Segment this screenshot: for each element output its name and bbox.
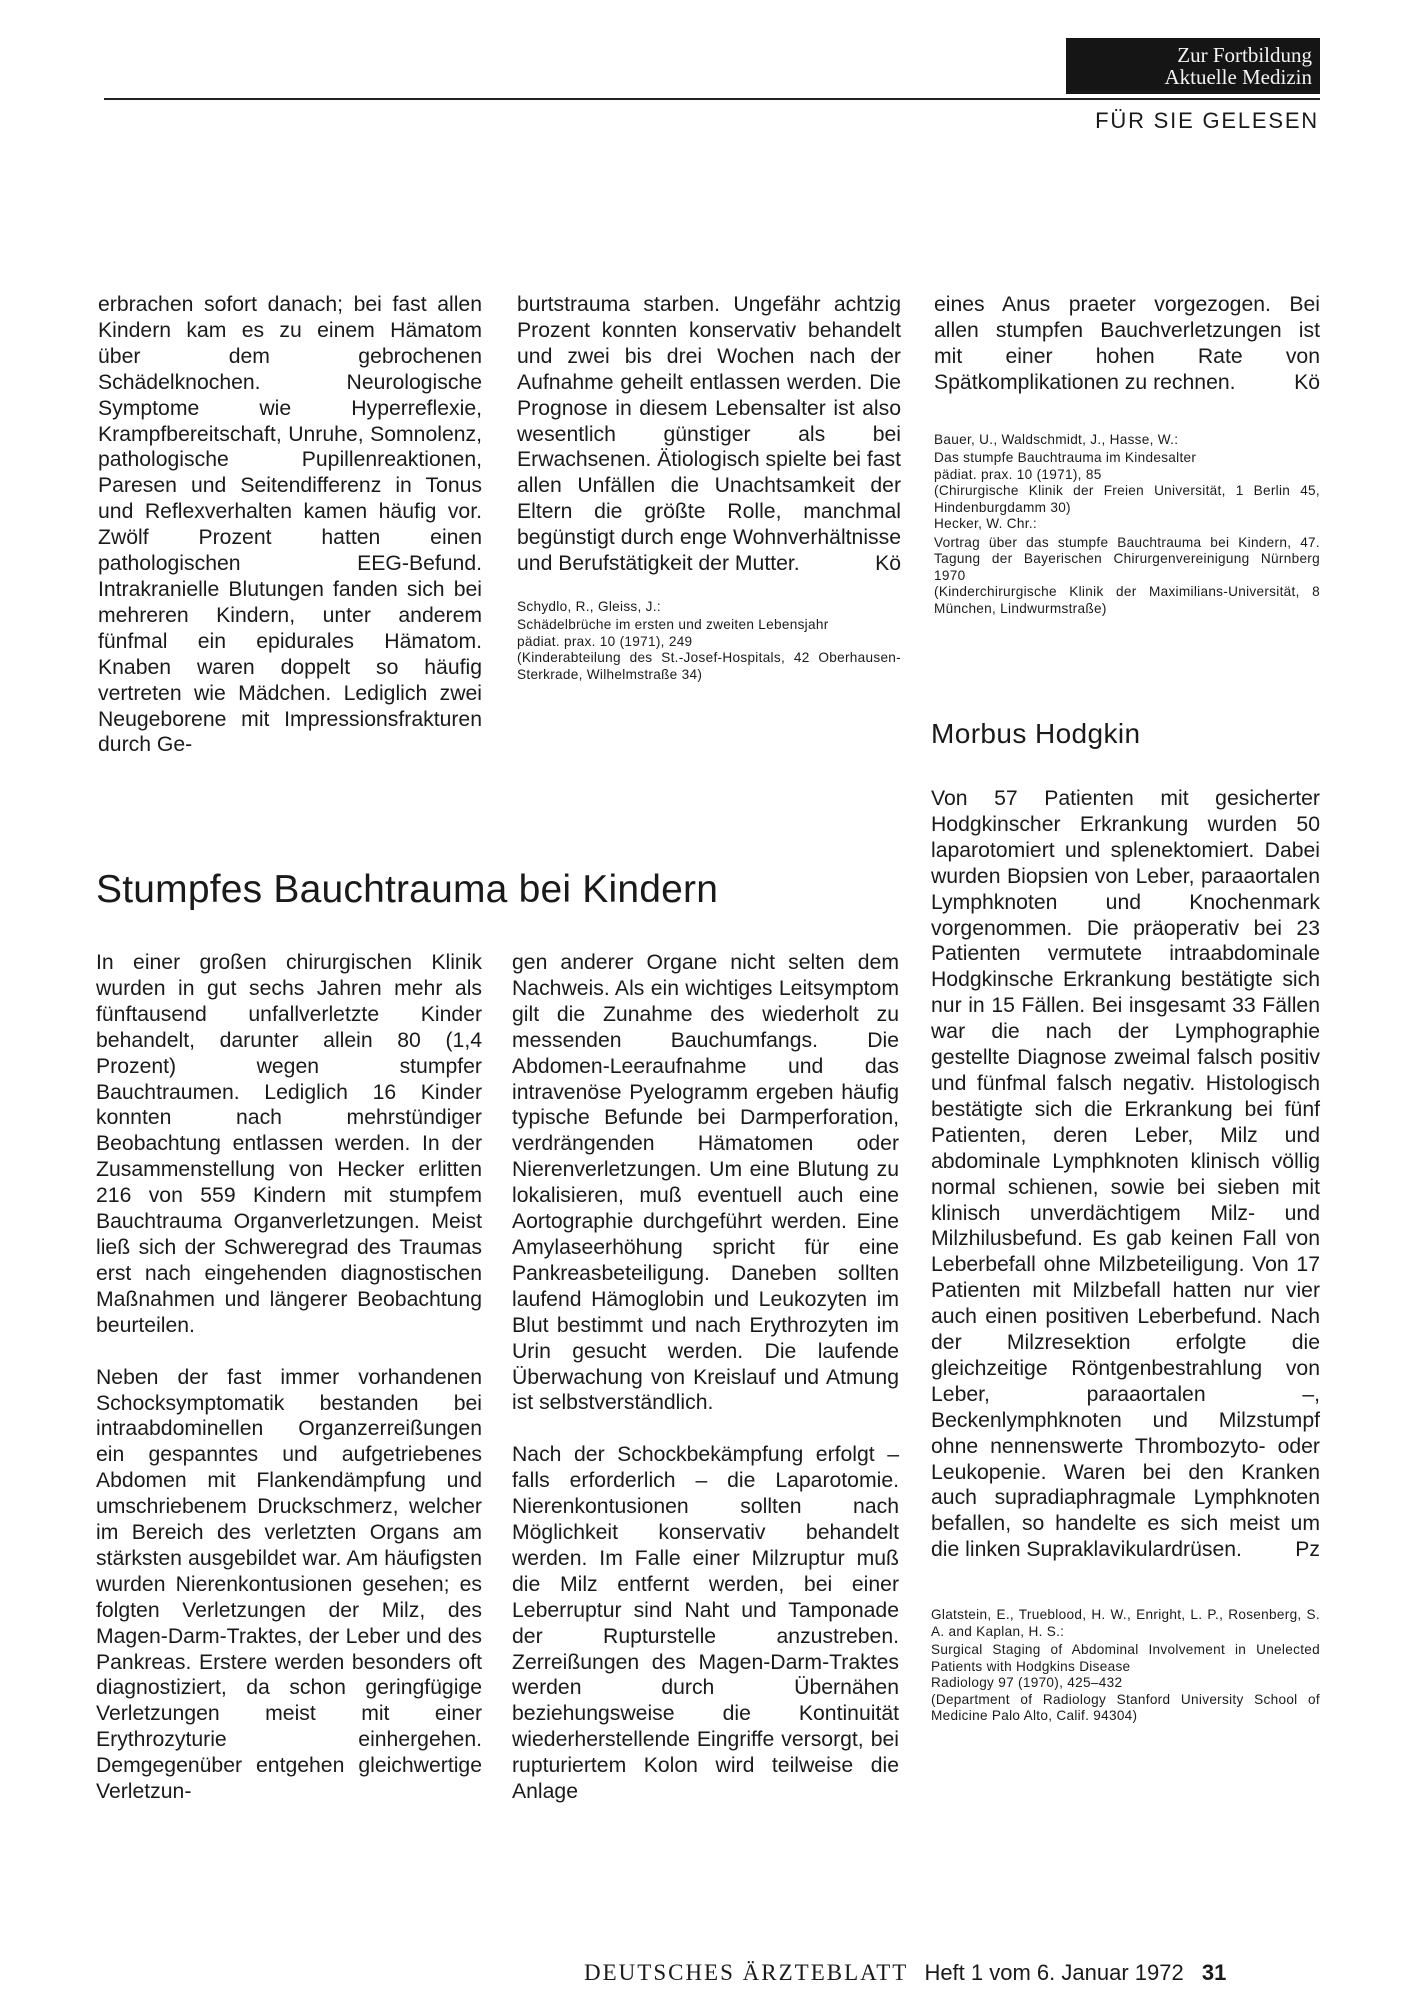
reference-source: pädiat. prax. 10 (1971), 249 xyxy=(517,633,693,649)
article3-reference xyxy=(931,1607,1320,1725)
article2-reference-2 xyxy=(934,516,1320,617)
badge-line-2: Aktuelle Medizin xyxy=(1164,65,1312,89)
reference-authors: Schydlo, R., Gleiss, J.: xyxy=(517,598,661,614)
reference-source: pädiat. prax. 10 (1971), 85 xyxy=(934,466,1102,482)
article1-reference xyxy=(517,599,901,684)
section-heading: FÜR SIE GELESEN xyxy=(1095,108,1319,133)
reference-authors: Hecker, W. Chr.: xyxy=(934,516,1038,532)
article2-col1-para2: Neben der fast immer vorhandenen Schocksymptomatik bestanden bei intraabdominellen Organzerreißungen ein gespanntes und aufgetriebenes Abdomen mit Flankendämpfung und umschriebenem Druckschmerz, welcher im Bereich des verletzten Organs am stärksten ausgebildet war. Am häufigsten wurden Nierenkontusionen gesehen; es folgten Verletzungen der Milz, des Magen-Darm-Traktes, der Leber und des Pankreas. Erstere werden besonders oft diagnostiziert, da schon geringfügige Verletzungen meist mit einer Erythrozyturie einhergehen. Demgegenüber entgehen gleichwertige Verletzun- xyxy=(96,1365,482,1804)
reference-source: Radiology 97 (1970), 425–432 xyxy=(931,1675,1123,1691)
section-badge xyxy=(1066,38,1320,94)
signature: Kö xyxy=(1294,370,1320,394)
reference-authors: Bauer, U., Waldschmidt, J., Hasse, W.: xyxy=(934,431,1179,447)
reference-title: Schädelbrüche im ersten und zweiten Lebensjahr xyxy=(517,617,829,633)
reference-address: (Chirurgische Klinik der Freien Universität, 1 Berlin 45, Hindenburgdamm 30) xyxy=(934,483,1320,515)
page-number: 31 xyxy=(1201,1960,1227,1985)
article2-col3-text: eines Anus praeter vorgezogen. Bei allen stumpfen Bauchverletzungen ist mit einer hohen Rate von Spätkomplikationen zu rechnen. Kö xyxy=(934,293,1320,394)
article2-column-3 xyxy=(934,292,1320,617)
article1-col1-text: erbrachen sofort danach; bei fast allen Kindern kam es zu einem Hämatom über dem gebrochenen Schädelknochen. Neurologische Symptome wie Hyperreflexie, Krampfbereitschaft, Unruhe, Somnolenz, pathologische Pupillenreaktionen, Paresen und Seitendifferenz in Tonus und Reflexverhalten kamen häufig vor. Zwölf Prozent hatten einen pathologischen EEG-Befund. Intrakranielle Blutungen fanden sich bei mehreren Kindern, unter anderem fünfmal ein epidurales Hämatom. Knaben waren doppelt so häufig vertreten wie Mädchen. Lediglich zwei Neugeborene mit Impressionsfrakturen durch Ge- xyxy=(98,293,482,757)
article3-title: Morbus Hodgkin xyxy=(931,718,1141,749)
reference-authors: Glatstein, E., Trueblood, H. W., Enright, L. P., Rosenberg, S. A. and Kaplan, H. S.: xyxy=(931,1607,1320,1639)
page-footer xyxy=(584,1960,1226,1986)
reference-address: (Kinderchirurgische Klinik der Maximilians-Universität, 8 München, Lindwurmstraße) xyxy=(934,584,1320,616)
article1-column-2 xyxy=(517,292,901,683)
signature: Kö xyxy=(875,552,901,576)
issue-info: Heft 1 vom 6. Januar 1972 xyxy=(924,1960,1184,1985)
article2-column-2 xyxy=(512,950,899,1805)
header-rule xyxy=(104,98,1320,100)
reference-title: Surgical Staging of Abdominal Involvement in Unelected Patients with Hodgkins Disease xyxy=(931,1642,1320,1674)
article2-col2-para1: gen anderer Organe nicht selten dem Nachweis. Als ein wichtiges Leitsymptom gilt die Zunahme des wiederholt zu messenden Bauchumfangs. Die Abdomen-Leeraufnahme und das intravenöse Pyelogramm ergeben häufig typische Befunde bei Darmperforation, verdrängenden Hämatomen oder Nierenverletzungen. Um eine Blutung zu lokalisieren, muß eventuell auch eine Aortographie durchgeführt werden. Eine Amylaseerhöhung spricht für eine Pankreasbeteiligung. Daneben sollten laufend Hämoglobin und Leukozyten im Blut bestimmt und nach Erythrozyten im Urin gesucht werden. Die laufende Überwachung von Kreislauf und Atmung ist selbstverständlich. xyxy=(512,951,899,1415)
article3-column xyxy=(931,786,1320,1725)
signature: Pz xyxy=(1295,1538,1320,1562)
reference-address: (Kinderabteilung des St.-Josef-Hospitals, 42 Oberhausen-Sterkrade, Wilhelmstraße 34) xyxy=(517,650,901,682)
reference-title: Vortrag über das stumpfe Bauchtrauma bei Kindern, 47. Tagung der Bayerischen Chirurgenvereinigung Nürnberg 1970 xyxy=(934,534,1320,583)
article1-column-1 xyxy=(98,292,482,758)
article2-col1-para1: In einer großen chirurgischen Klinik wurden in gut sechs Jahren mehr als fünftausend unfallverletzte Kinder behandelt, darunter allein 80 (1,4 Prozent) wegen stumpfer Bauchtraumen. Lediglich 16 Kinder konnten nach mehrstündiger Beobachtung entlassen werden. In der Zusammenstellung von Hecker erlitten 216 von 559 Kindern mit stumpfem Bauchtrauma Organverletzungen. Meist ließ sich der Schweregrad des Traumas erst nach eingehenden diagnostischen Maßnahmen und längerer Beobachtung beurteilen. xyxy=(96,951,482,1337)
article1-col2-text: burtstrauma starben. Ungefähr achtzig Prozent konnten konservativ behandelt und zwei bis drei Wochen nach der Aufnahme geheilt entlassen werden. Die Prognose in diesem Lebensalter ist also wesentlich günstiger als bei Erwachsenen. Ätiologisch spielte bei fast allen Unfällen die Unachtsamkeit der Eltern die größte Rolle, manchmal begünstigt durch enge Wohnverhältnisse und Berufstätigkeit der Mutter. Kö xyxy=(517,293,901,576)
article3-text: Von 57 Patienten mit gesicherter Hodgkinscher Erkrankung wurden 50 laparotomiert und splenektomiert. Dabei wurden Biopsien von Leber, paraaortalen Lymphknoten und Knochenmark vorgenommen. Die präoperativ bei 23 Patienten vermutete intraabdominale Hodgkinsche Erkrankung bestätigte sich nur in 15 Fällen. Bei insgesamt 33 Fällen war die nach der Lymphographie gestellte Diagnose zweimal falsch positiv und fünfmal falsch negativ. Histologisch bestätigte sich die Erkrankung bei fünf Patienten, deren Leber, Milz und abdominale Lymphknoten klinisch völlig normal schienen, sowie bei sieben mit klinisch unverdächtigem Milz- und Milzhilusbefund. Es gab keinen Fall von Leberbefall ohne Milzbeteiligung. Von 17 Patienten mit Milzbefall hatten nur vier auch einen positiven Leberbefund. Nach der Milzresektion erfolgte die gleichzeitige Röntgenbestrahlung von Leber, paraaortalen –, Beckenlymphknoten und Milzstumpf ohne nennenswerte Thrombozyto- oder Leukopenie. Waren bei den Kranken auch supradiaphragmale Lymphknoten befallen, so handelte es sich meist um die linken Supraklavikulardrüsen. Pz xyxy=(931,787,1320,1562)
reference-title: Das stumpfe Bauchtrauma im Kindesalter xyxy=(934,450,1197,466)
article2-col2-para2: Nach der Schockbekämpfung erfolgt – falls erforderlich – die Laparotomie. Nierenkontusionen sollten nach Möglichkeit konservativ behandelt werden. Im Falle einer Milzruptur muß die Milz entfernt werden, bei einer Leberruptur sind Naht und Tamponade der Rupturstelle anzustreben. Zerreißungen des Magen-Darm-Traktes werden durch Übernähen beziehungsweise die Kontinuität wiederherstellende Eingriffe versorgt, bei rupturiertem Kolon wird teilweise die Anlage xyxy=(512,1443,899,1804)
badge-line-1: Zur Fortbildung xyxy=(1177,43,1312,67)
reference-address: (Department of Radiology Stanford University School of Medicine Palo Alto, Calif. 94304) xyxy=(931,1691,1320,1724)
article2-column-1 xyxy=(96,950,482,1805)
journal-name: DEUTSCHES ÄRZTEBLATT xyxy=(584,1960,909,1985)
article2-title: Stumpfes Bauchtrauma bei Kindern xyxy=(96,868,719,911)
article2-reference-1 xyxy=(934,432,1320,517)
